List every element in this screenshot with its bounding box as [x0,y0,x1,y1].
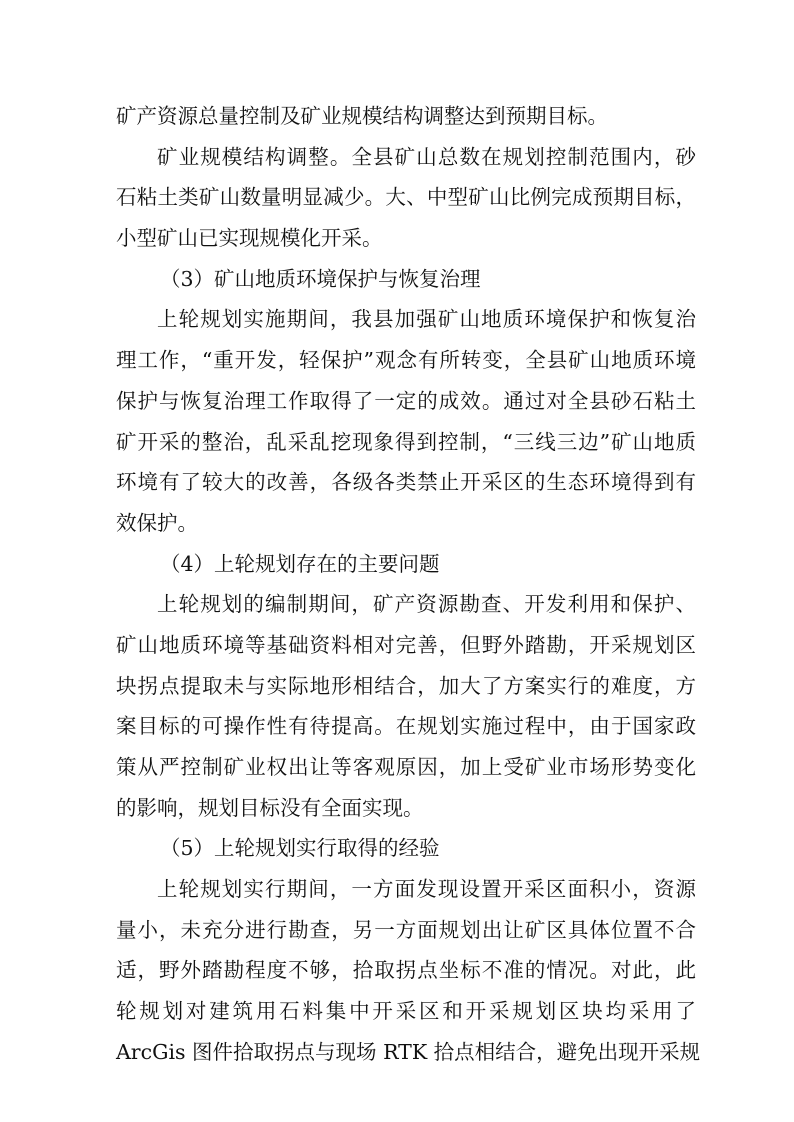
text-line: 理工作，“重开发，轻保护”观念有所转变，全县矿山地质环境 [116,348,696,373]
text-line: 矿山地质环境等基础资料相对完善，但野外踏勘，开采规划区 [116,632,696,657]
text-line: 案目标的可操作性有待提高。在规划实施过程中，由于国家政 [116,714,696,739]
text-line: ArcGis 图件拾取拐点与现场 RTK 拾点相结合，避免出现开采规 [116,1039,701,1064]
text-line: 环境有了较大的改善，各级各类禁止开采区的生态环境得到有 [116,470,696,495]
text-line: 轮规划对建筑用石料集中开采区和开采规划区块均采用了 [116,999,696,1024]
text-line: 量小，未充分进行勘查，另一方面规划出让矿区具体位置不合 [116,917,696,942]
section-heading: （5）上轮规划实行取得的经验 [160,836,440,861]
text-line: 块拐点提取未与实际地形相结合，加大了方案实行的难度，方 [116,673,696,698]
section-heading: （3）矿山地质环境保护与恢复治理 [160,266,481,291]
section-heading: （4）上轮规划存在的主要问题 [160,551,440,576]
text-line: 小型矿山已实现规模化开采。 [116,226,383,251]
text-line: 矿产资源总量控制及矿业规模结构调整达到预期目标。 [116,104,608,128]
text-line: 矿开采的整治，乱采乱挖现象得到控制，“三线三边”矿山地质 [116,429,696,454]
text-line: 上轮规划实施期间，我县加强矿山地质环境保护和恢复治 [157,307,696,332]
text-line: 上轮规划实行期间，一方面发现设置开采区面积小，资源 [157,877,696,902]
text-line: 石粘土类矿山数量明显减少。大、中型矿山比例完成预期目标， [116,185,696,210]
body-text [116,96,701,1073]
text-line: 保护与恢复治理工作取得了一定的成效。通过对全县砂石粘土 [116,388,696,413]
text-line: 的影响，规划目标没有全面实现。 [116,795,424,820]
text-line: 效保护。 [116,510,198,535]
text-line: 矿业规模结构调整。全县矿山总数在规划控制范围内，砂 [157,144,696,169]
text-line: 策从严控制矿业权出让等客观原因，加上受矿业市场形势变化 [116,755,696,779]
text-line: 适，野外踏勘程度不够，拾取拐点坐标不准的情况。对此，此 [116,958,696,983]
text-line: 上轮规划的编制期间，矿产资源勘查、开发利用和保护、 [157,592,696,617]
